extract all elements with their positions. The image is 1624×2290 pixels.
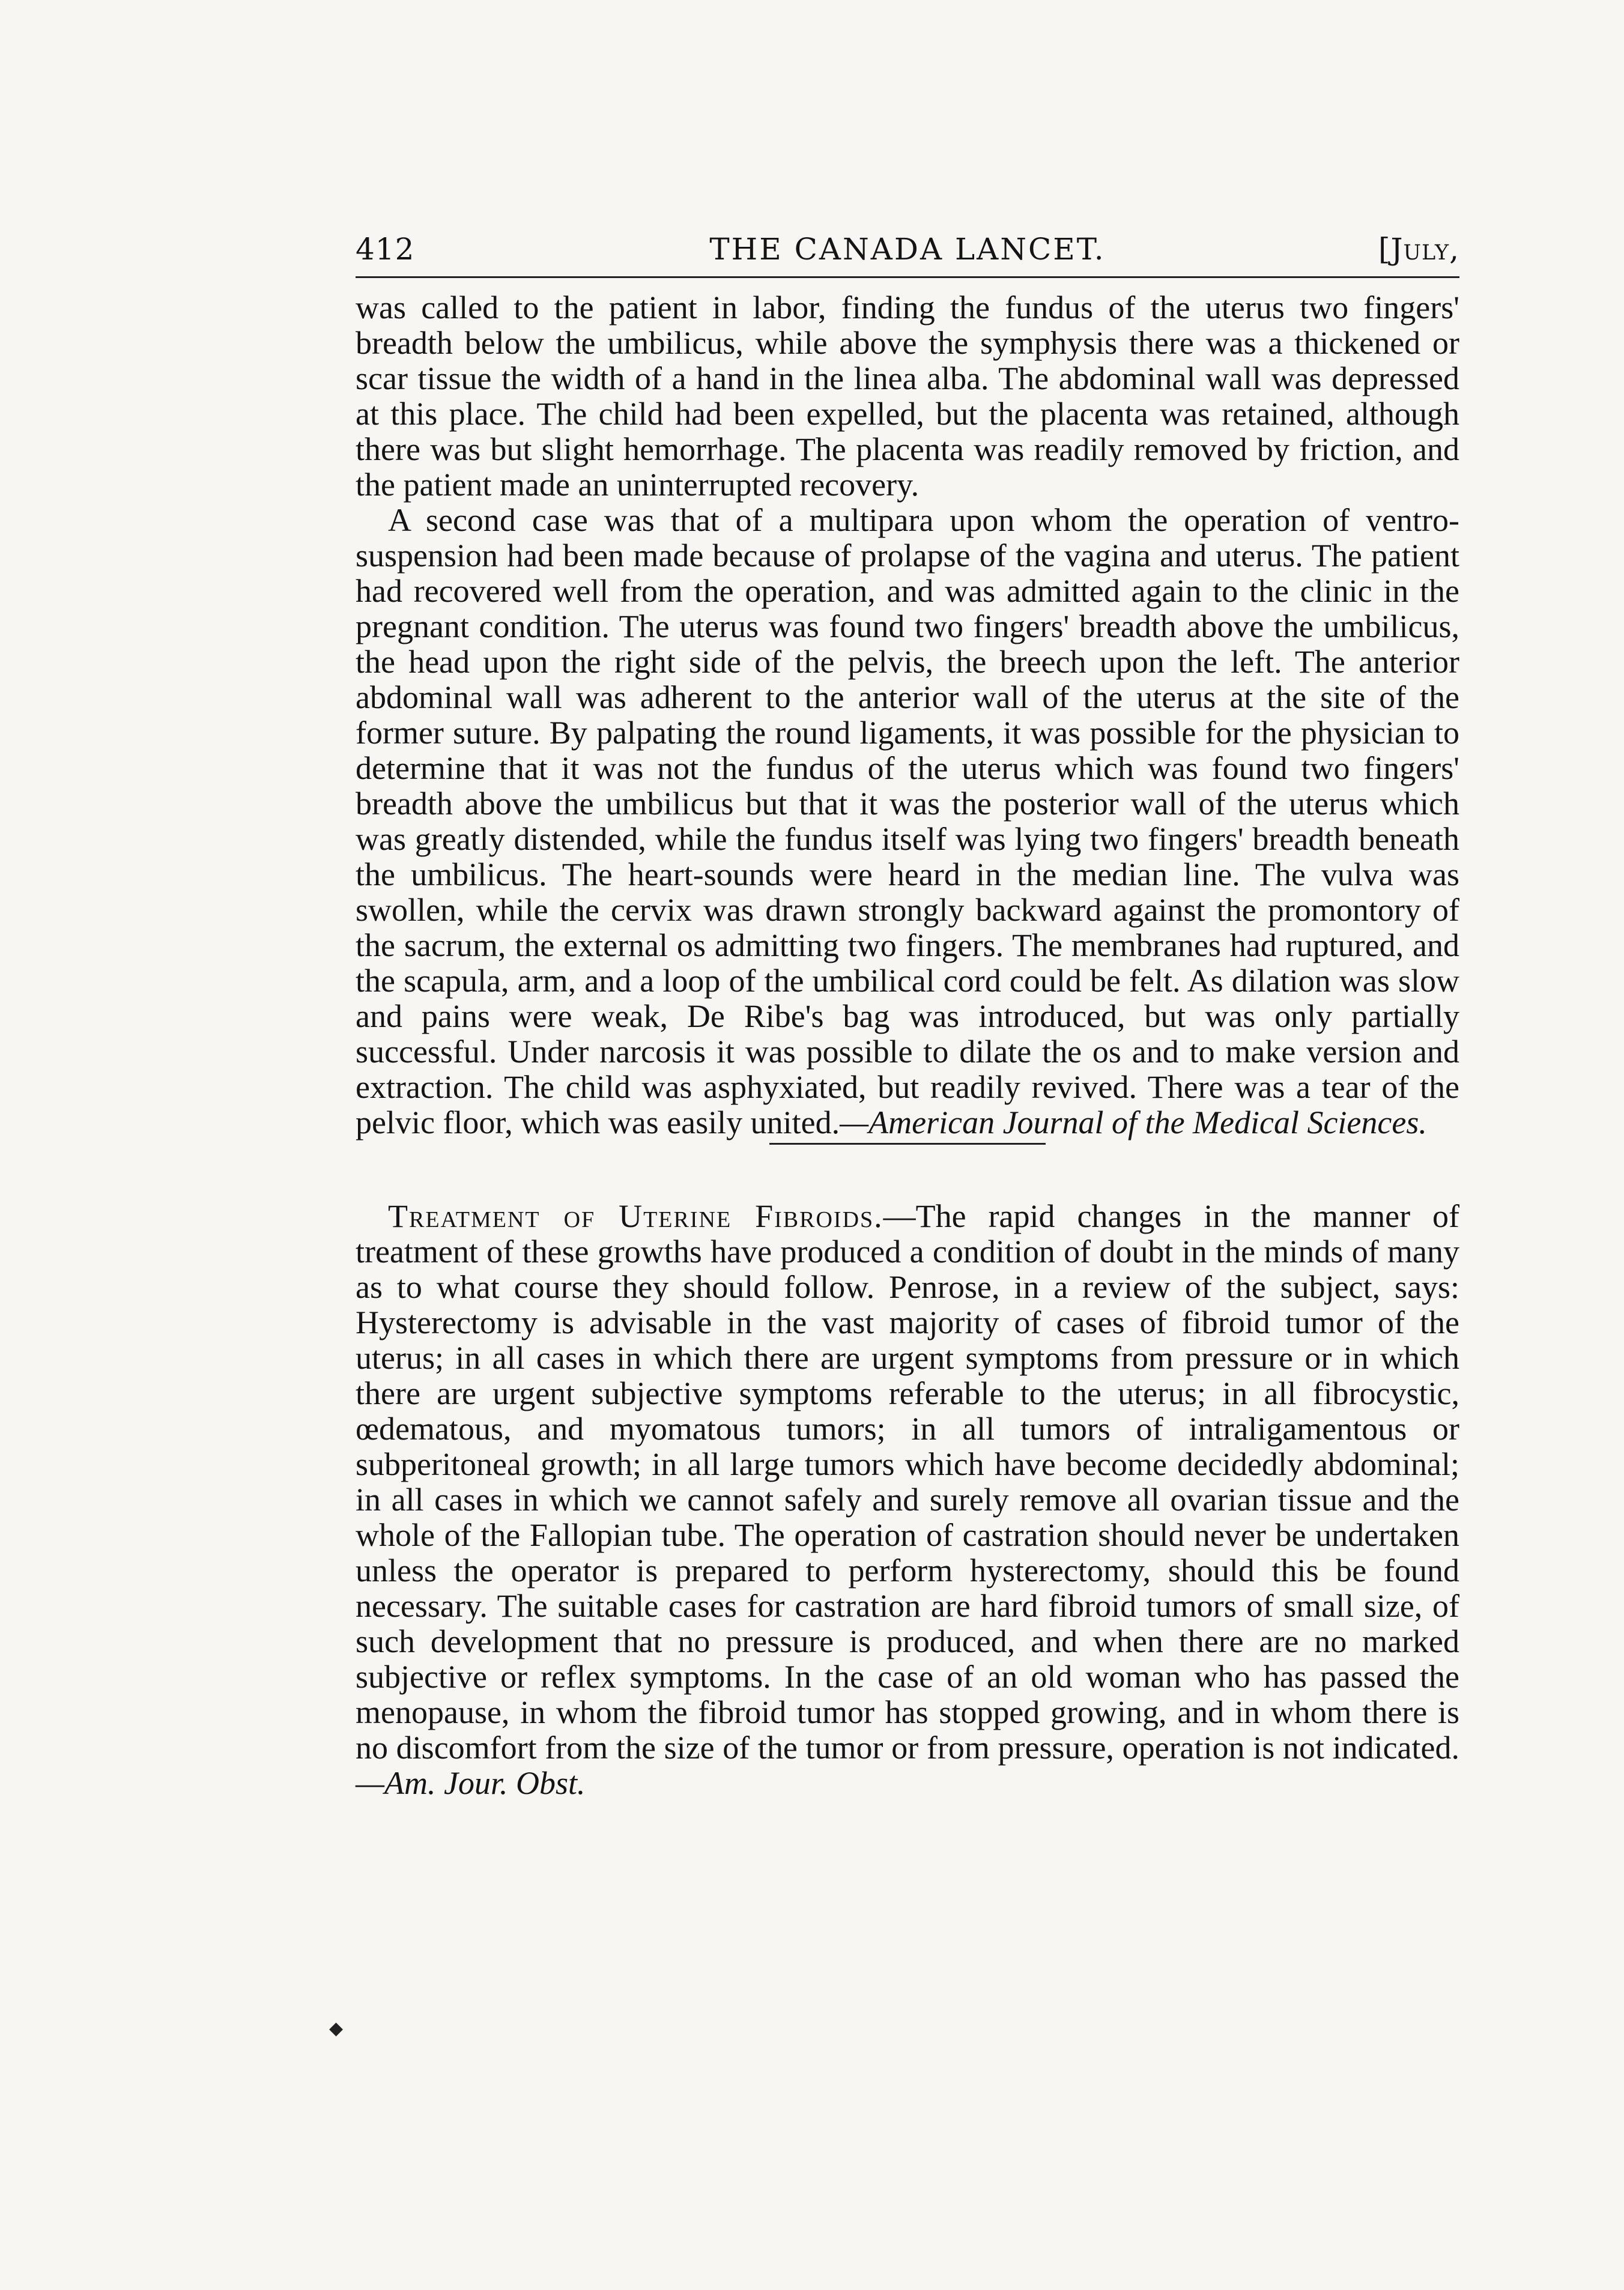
page-number: 412 [356,232,415,267]
article-paragraph [356,290,1459,503]
source-citation: —American Journal of the Medical Sciences. [840,1104,1427,1140]
source-citation: —Am. Jour. Obst. [356,1765,586,1801]
article-paragraph [356,1199,1459,1801]
issue-month: [July, [1378,232,1459,267]
header-rule [356,276,1459,278]
article-paragraph [356,503,1459,1140]
paragraph-text: was called to the patient in labor, finding the fundus of the uterus two fingers' breadth below the umbilicus, while above the symphysis there was a thickened or scar tissue the width of a hand in the linea alba. The abdominal wall was depressed at this place. The child had been expelled, but the placenta was retained, although there was but slight hemorrhage. The placenta was readily removed by friction, and the patient made an uninterrupted recovery. [356,289,1459,503]
running-head [356,228,1459,276]
article-continued [356,290,1459,1140]
paragraph-text: A second case was that of a multipara upon whom the operation of ventro-suspension had been made because of prolapse of the vagina and uterus. The patient had recovered well from the operation, and was admitted again to the clinic in the pregnant condition. The uterus was found two fingers' breadth above the umbilicus, the head upon the right side of the pelvis, the breech upon the left. The anterior abdominal wall was adherent to the anterior wall of the uterus at the site of the former suture. By palpating the round ligaments, it was possible for the physician to determine that it was not the fundus of the uterus which was found two fingers' breadth above the umbilicus but that it was the posterior wall of the uterus which was greatly distended, while the fundus itself was lying two fingers' breadth beneath the umbilicus. The heart-sounds were heard in the median line. The vulva was swollen, while the cervix was drawn strongly backward against the promontory of the sacrum, the external os admitting two fingers. The membranes had ruptured, and the scapula, arm, and a loop of the umbilical cord could be felt. As dilation was slow and pains were weak, De Ribe's bag was introduced, but was only partially successful. Under narcosis it was possible to dilate the os and to make version and extraction. The child was asphyxiated, but readily revived. There was a tear of the pelvic floor, which was easily united. [356,502,1459,1140]
journal-title: THE CANADA LANCET. [709,232,1106,267]
journal-page [356,228,1459,1801]
section-divider [769,1143,1046,1145]
section-title: Treatment of Uterine Fibroids. [388,1198,883,1234]
article-uterine-fibroids [356,1199,1459,1801]
paragraph-text: —The rapid changes in the manner of treatment of these growths have produced a condition of doubt in the minds of many as to what course they should follow. Penrose, in a review of the subject, says: Hysterectomy is advisable in the vast majority of cases of fibroid tumor of the uterus; in all cases in which there are urgent symptoms from pressure or in which there are urgent subjective symptoms referable to the uterus; in all fibrocystic, œdematous, and myomatous tumors; in all tumors of intraligamentous or subperitoneal growth; in all large tumors which have become decidedly abdominal; in all cases in which we cannot safely and surely remove all ovarian tissue and the whole of the Fallopian tube. The operation of castration should never be undertaken unless the operator is prepared to perform hysterectomy, should this be found necessary. The suitable cases for castration are hard fibroid tumors of small size, of such development that no pressure is produced, and when there are no marked subjective or reflex symptoms. In the case of an old woman who has passed the menopause, in whom the fibroid tumor has stopped growing, and in whom there is no discomfort from the size of the tumor or from pressure, operation is not indicated. [356,1198,1460,1766]
margin-bullet-icon: ◆ [329,2018,344,2039]
